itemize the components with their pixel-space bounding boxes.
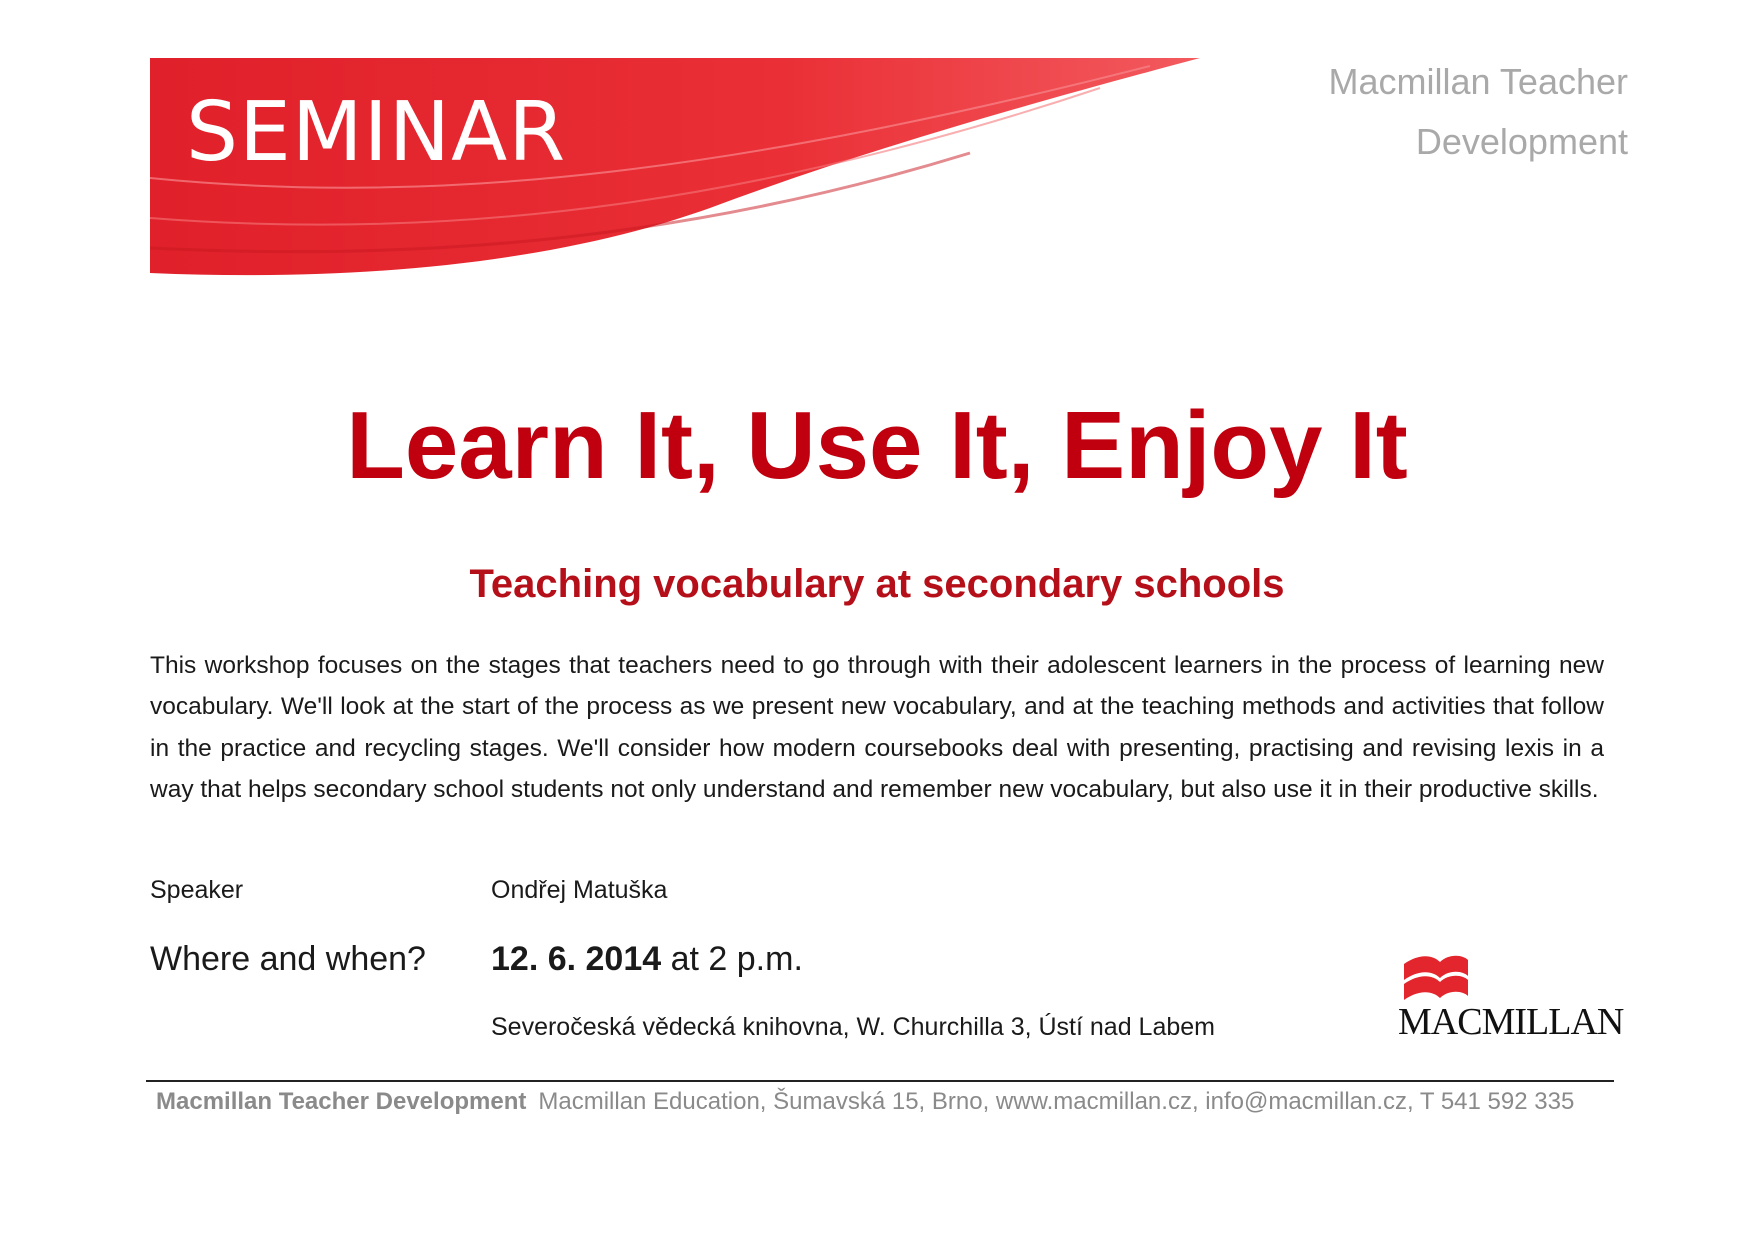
header-org-line1: Macmillan Teacher: [1328, 61, 1628, 102]
speaker-label: Speaker: [150, 876, 244, 904]
header-organization: [1228, 52, 1628, 172]
event-venue: Severočeská vědecká knihovna, W. Churchilla 3, Ústí nad Labem: [491, 1013, 1215, 1041]
header-org-line2: Development: [1415, 121, 1628, 162]
speaker-name: Ondřej Matuška: [491, 876, 668, 904]
footer-divider: [146, 1080, 1614, 1082]
macmillan-wordmark: MACMILLAN: [1398, 1001, 1624, 1043]
footer-contact: Macmillan Education, Šumavská 15, Brno, www.macmillan.cz, info@macmillan.cz, T 541 592 335: [538, 1088, 1575, 1115]
event-date: 12. 6. 2014: [491, 940, 662, 978]
banner-title: SEMINAR: [186, 85, 567, 180]
event-time: at 2 p.m.: [661, 940, 803, 978]
seminar-title: Learn It, Use It, Enjoy It: [346, 392, 1408, 499]
footer: [156, 1088, 1610, 1116]
where-when-label: Where and when?: [150, 940, 426, 978]
seminar-subtitle: Teaching vocabulary at secondary schools: [469, 562, 1285, 606]
date-time: [491, 940, 803, 979]
footer-org: Macmillan Teacher Development: [156, 1088, 527, 1115]
workshop-description: This workshop focuses on the stages that teachers need to go through with their adolescent learners in the process of learning new vocabulary. We'll look at the start of the process as we present new vocabulary, and at the teaching methods and activities that follow in the practice and recycling stages. We'll consider how modern coursebooks deal with presenting, practising and revising lexis in a way that helps secondary school students not only understand and remember new vocabulary, but also use it in their productive skills.: [150, 652, 1604, 803]
